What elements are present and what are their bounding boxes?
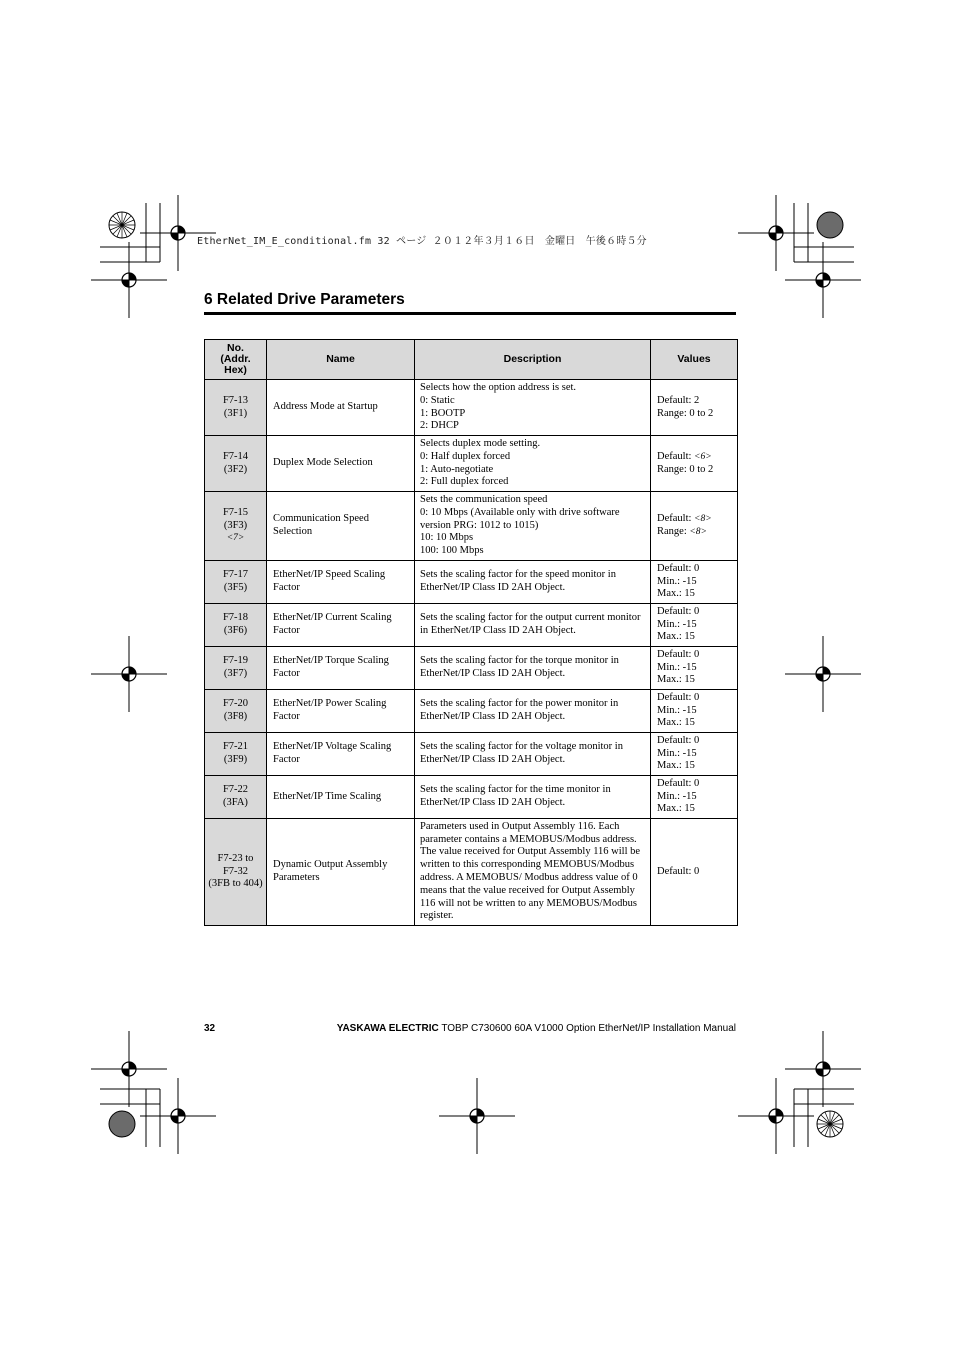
param-name: EtherNet/IP Power Scaling Factor [267, 690, 415, 733]
print-header-slug: EtherNet_IM_E_conditional.fm 32 ページ ２０１２年３月１６日 金曜日 午後６時５分 [197, 236, 647, 247]
param-values: Default: 0 Min.: -15 Max.: 15 [651, 733, 738, 776]
param-description: Selects duplex mode setting. 0: Half duplex forced 1: Auto-negotiate 2: Full duplex forced [415, 436, 651, 492]
column-header-values: Values [651, 340, 738, 380]
param-number: F7-14 (3F2) [205, 436, 267, 492]
param-description: Sets the scaling factor for the speed monitor in EtherNet/IP Class ID 2AH Object. [415, 561, 651, 604]
param-number: F7-18 (3F6) [205, 604, 267, 647]
table-row [205, 604, 738, 647]
param-description: Sets the scaling factor for the voltage monitor in EtherNet/IP Class ID 2AH Object. [415, 733, 651, 776]
column-header-no: No. (Addr. Hex) [205, 340, 267, 380]
table-header-row [205, 340, 738, 380]
param-values: Default: 0 Min.: -15 Max.: 15 [651, 690, 738, 733]
param-description: Parameters used in Output Assembly 116. Each parameter contains a MEMOBUS/Modbus address. The value received for Output Assembly 116 will be written to this corresponding MEMOBUS/Modbus address. A MEMOBUS/ Modbus address value of 0 means that the value received for Output Assembly 116 will not be written to any MEMOBUS/Modbus register. [415, 819, 651, 926]
param-name: EtherNet/IP Time Scaling [267, 776, 415, 819]
param-values: Default: 0 [651, 819, 738, 926]
footnote-ref: <8> [694, 514, 712, 525]
param-number: F7-21 (3F9) [205, 733, 267, 776]
column-header-description: Description [415, 340, 651, 380]
param-description: Sets the scaling factor for the torque monitor in EtherNet/IP Class ID 2AH Object. [415, 647, 651, 690]
param-description: Sets the communication speed 0: 10 Mbps (Available only with drive software version PRG: 1012 to 1015) 10: 10 Mbps 100: 100 Mbps [415, 492, 651, 561]
param-name: EtherNet/IP Current Scaling Factor [267, 604, 415, 647]
table-row [205, 819, 738, 926]
page-title: 6 Related Drive Parameters [204, 291, 405, 308]
param-name: EtherNet/IP Speed Scaling Factor [267, 561, 415, 604]
table-row [205, 561, 738, 604]
param-values: Default: 0 Min.: -15 Max.: 15 [651, 604, 738, 647]
param-description: Sets the scaling factor for the output current monitor in EtherNet/IP Class ID 2AH Object. [415, 604, 651, 647]
param-number: F7-23 to F7-32 (3FB to 404) [205, 819, 267, 926]
footer-doc: TOBP C730600 60A V1000 Option EtherNet/IP Installation Manual [438, 1023, 736, 1034]
table-row [205, 690, 738, 733]
table-row [205, 776, 738, 819]
param-name: Communication Speed Selection [267, 492, 415, 561]
footnote-ref: <6> [694, 451, 712, 462]
param-values: Default: 0 Min.: -15 Max.: 15 [651, 561, 738, 604]
param-number: F7-17 (3F5) [205, 561, 267, 604]
table-row [205, 492, 738, 561]
param-values: Default: <8> Range: <8> [651, 492, 738, 561]
footnote-ref: <7> [226, 533, 245, 544]
table-row [205, 647, 738, 690]
param-name: Dynamic Output Assembly Parameters [267, 819, 415, 926]
param-values: Default: 0 Min.: -15 Max.: 15 [651, 776, 738, 819]
param-values: Default: <6> Range: 0 to 2 [651, 436, 738, 492]
param-number: F7-20 (3F8) [205, 690, 267, 733]
param-number: F7-19 (3F7) [205, 647, 267, 690]
title-rule [204, 312, 736, 315]
param-description: Sets the scaling factor for the power monitor in EtherNet/IP Class ID 2AH Object. [415, 690, 651, 733]
footer-brand: YASKAWA ELECTRIC [336, 1023, 439, 1034]
param-values: Default: 2 Range: 0 to 2 [651, 380, 738, 436]
footnote-ref: <8> [689, 527, 707, 537]
param-description: Selects how the option address is set. 0: Static 1: BOOTP 2: DHCP [415, 380, 651, 436]
column-header-name: Name [267, 340, 415, 380]
param-name: EtherNet/IP Voltage Scaling Factor [267, 733, 415, 776]
table-row [205, 436, 738, 492]
table-row [205, 380, 738, 436]
param-name: Address Mode at Startup [267, 380, 415, 436]
page-number: 32 [204, 1023, 216, 1034]
param-number: F7-22 (3FA) [205, 776, 267, 819]
param-description: Sets the scaling factor for the time monitor in EtherNet/IP Class ID 2AH Object. [415, 776, 651, 819]
table-row [205, 733, 738, 776]
param-values: Default: 0 Min.: -15 Max.: 15 [651, 647, 738, 690]
param-name: EtherNet/IP Torque Scaling Factor [267, 647, 415, 690]
param-number: F7-13 (3F1) [205, 380, 267, 436]
param-name: Duplex Mode Selection [267, 436, 415, 492]
parameters-table [204, 339, 738, 926]
param-number: F7-15 (3F3) <7> [205, 492, 267, 561]
footer-doc-title [337, 1023, 736, 1034]
